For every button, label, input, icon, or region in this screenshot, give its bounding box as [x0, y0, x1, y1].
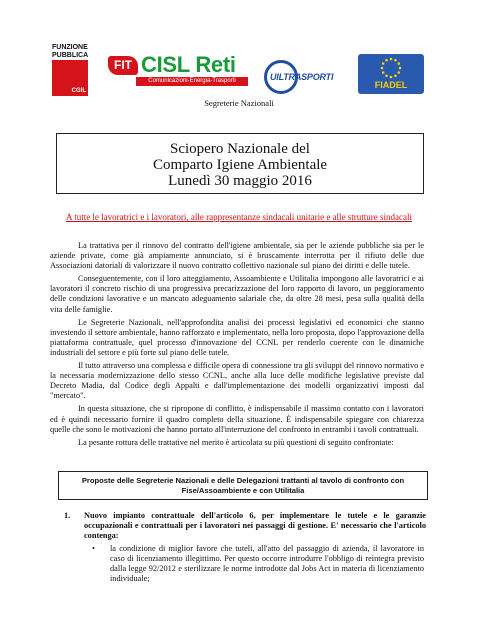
addressee-line: A tutte le lavoratrici e i lavoratori, alle rappresentanze sindacali unitarie e alle strutture sindacali — [65, 212, 413, 222]
title-line-1: Sciopero Nazionale del — [170, 141, 310, 157]
fit-badge: FIT — [108, 56, 138, 75]
funzione-pubblica-cgil-logo — [52, 44, 88, 96]
proposte-line-1: Proposte delle Segreterie Nazionali e delle Delegazioni trattanti al tavolo di confronto con — [81, 476, 405, 485]
cisl-reti-name: CISL Reti — [141, 52, 236, 77]
list-item-1 — [64, 511, 426, 541]
list-item-number: 1. — [64, 511, 71, 520]
cisl-reti-subtitle: Comunicazioni-Energia-Trasporti — [136, 77, 248, 86]
title-line-2: Comparto Igiene Ambientale — [152, 157, 328, 173]
paragraph-4: Il tutto attraverso una complessa e difficile opera di connessione tra gli sviluppi del rinnovo normativo e la necessaria modernizzazione dello stesso CCNL, anche alla luce delle modifiche legislative previste dal Decreto Madia, dal Codice degli Appalti e dall'implementazione dei modelli organizzativi imposti dal "mercato". — [50, 361, 424, 401]
bullet-icon: • — [92, 544, 95, 553]
uiltrasporti-name: UILTRASPORTI — [270, 72, 334, 82]
title-line-3: Lunedì 30 maggio 2016 — [168, 173, 312, 189]
fp-red-block — [52, 60, 88, 96]
paragraph-1: La trattativa per il rinnovo del contratto dell'igiene ambientale, sia per le aziende pubbliche sia per le aziende private, come già ampiamente annunciato, si è bruscamente interrotta per il rifiuto delle due Associazioni datoriali di valorizzare il nuovo contratto collettivo nazionale sul piano dei diritti e delle tutele. — [50, 241, 424, 271]
fit-cisl-reti-logo — [108, 52, 254, 96]
bullet-item-1 — [92, 544, 424, 584]
star-ring-icon — [380, 57, 402, 79]
paragraph-5: In questa situazione, che si ripropone di conflitto, è indispensabile il massimo contatto con i lavoratori ed è quindi necessario fornire il quadro completo della situazione. È indispensabile spiegare con chiarezza quelle che sono le motivazioni che hanno portato all'interruzione del confronto in entrambi i tavoli contrattuali. — [50, 404, 424, 434]
fiadel-logo — [358, 54, 424, 94]
fp-line1: FUNZIONE — [52, 44, 88, 51]
title-box — [56, 133, 424, 194]
fiadel-name: FIADEL — [374, 80, 408, 90]
fp-line2: PUBBLICA — [52, 51, 89, 59]
logo-bar — [0, 44, 478, 102]
segreterie-nazionali-label: Segreterie Nazionali — [204, 98, 274, 108]
paragraph-3: Le Segreterie Nazionali, nell'approfondita analisi dei processi legislativi ed economici che stanno investendo il settore ambientale, hanno rafforzato e implementato, nella loro proposta, dopo l'approvazione della piattaforma contrattuale, quel processo d'innovazione del CCNL per renderlo coerente con le dinamiche industriali del settore e più forte sul piano delle tutele. — [50, 317, 424, 357]
uiltrasporti-logo — [262, 58, 334, 96]
proposte-box — [58, 471, 428, 500]
list-item-text: Nuovo impianto contrattuale dell'articolo 6, per implementare le tutele e le garanzie occupazionali e contrattuali per i lavoratori nei passaggi di gestione. E' necessario che l'articolo contenga: — [84, 511, 426, 541]
fp-cgil-text: CGIL — [71, 88, 86, 94]
proposte-line-2: Fise/Assoambiente e con Utilitalia — [181, 486, 305, 495]
paragraph-2: Conseguentemente, con il loro atteggiamento, Assoambiente e Utilitalia impongono alle lavoratrici e ai lavoratori il concreto rischio di una progressiva precarizzazione del loro rapporto di lavoro, un peggioramento delle condizioni lavorative e un mancato adeguamento salariale che, da oltre 28 mesi, pesa sulla qualità della vita delle famiglie. — [50, 274, 424, 314]
paragraph-6: La pesante rottura delle trattative nel merito è articolata su più questioni di seguito confrontate: — [78, 437, 394, 447]
body-text — [50, 241, 424, 451]
bullet-item-text: la condizione di miglior favore che tuteli, all'atto del passaggio di azienda, il lavoratore in caso di licenziamento illegittimo. Per questo occorre introdurre l'obbligo di reintegra previsto dalla legge 92/2012 e sterilizzare le norme introdotte dal Jobs Act in materia di licenziamento individuale; — [110, 544, 424, 584]
